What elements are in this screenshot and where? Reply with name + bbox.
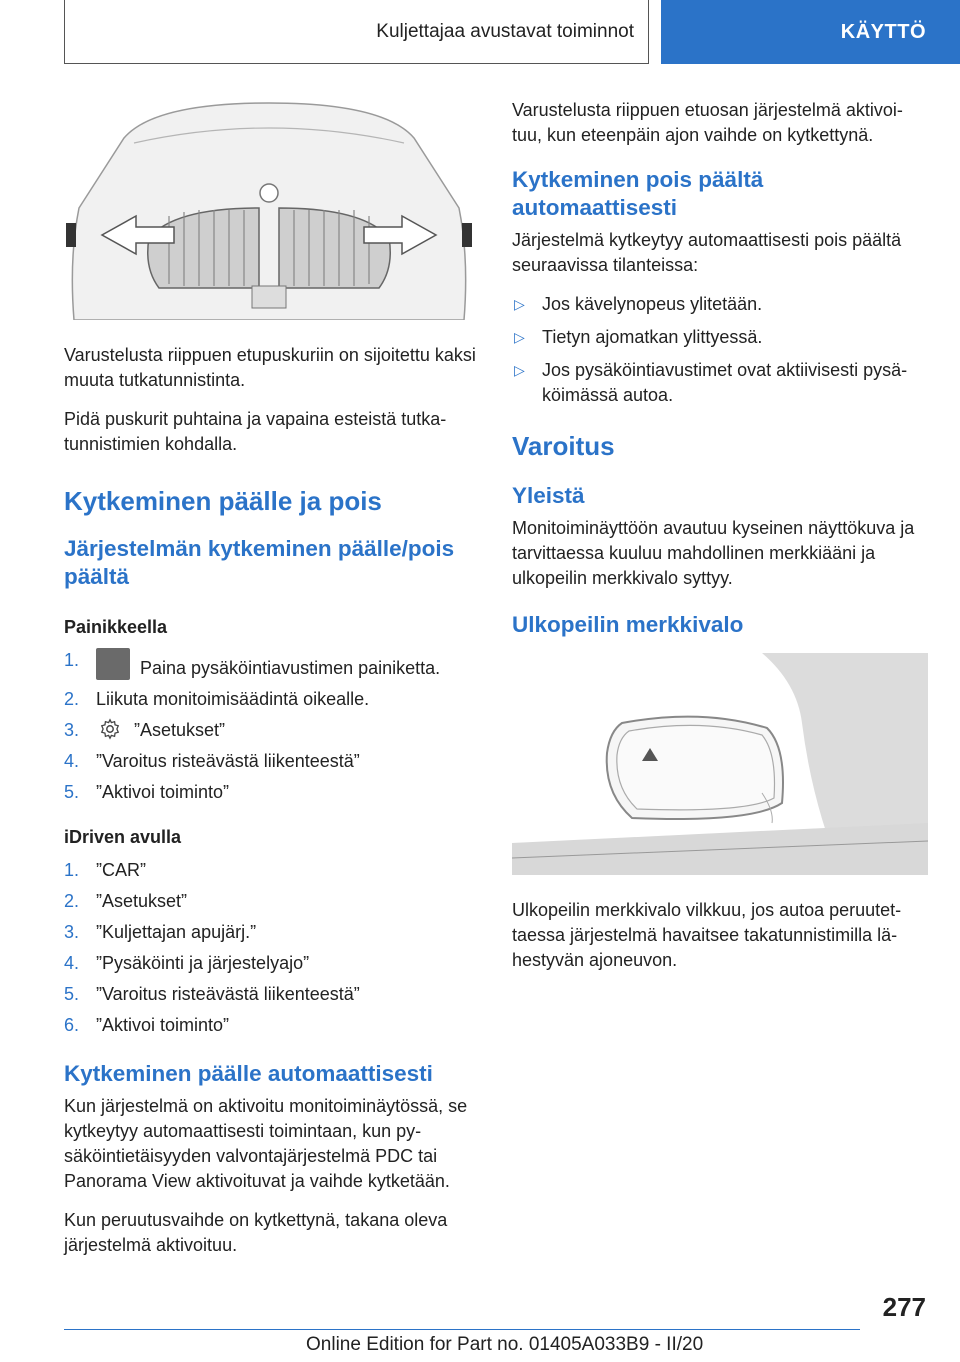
list-item <box>512 325 932 350</box>
general-paragraph: Monitoiminäyttöön avautuu kyseinen näyttökuva ja tarvittaessa kuuluu mahdollinen merkkiääni ja ulkopeilin merkkivalo syttyy. <box>512 518 915 588</box>
step-number: 4. <box>64 953 80 973</box>
exterior-mirror-illustration <box>512 653 928 875</box>
auto-on-paragraph-2: Kun peruutusvaihde on kytkettynä, takana oleva järjestelmä aktivoituu. <box>64 1210 448 1255</box>
heading-switch-on-off: Kytkeminen päälle ja pois <box>64 486 382 516</box>
page-number: 277 <box>882 1292 926 1322</box>
list-item <box>64 780 482 805</box>
triangle-bullet-icon: ▷ <box>514 329 525 345</box>
auto-off-list <box>512 292 932 408</box>
header-chapter-tab: KÄYTTÖ <box>661 0 960 64</box>
heading-auto-on: Kytkeminen päälle automaattisesti <box>64 1061 433 1086</box>
step-text: ”Aktivoi toiminto” <box>96 1015 230 1035</box>
heading-via-idrive: iDriven avulla <box>64 827 182 847</box>
list-item <box>64 889 482 914</box>
step-number: 5. <box>64 782 80 802</box>
step-number: 6. <box>64 1015 80 1035</box>
front-system-paragraph: Varustelusta riippuen etuosan järjestelmä aktivoi-tuu, kun eteenpäin ajon vaihde on kytkettynä. <box>512 100 903 145</box>
right-column <box>512 98 932 987</box>
step-text: Liikuta monitoimisäädintä oikealle. <box>96 689 370 709</box>
heading-system-on-off: Järjestelmän kytkeminen päälle/pois päältä <box>64 536 455 589</box>
list-item <box>64 982 482 1007</box>
list-item <box>64 687 482 712</box>
list-item <box>64 858 482 883</box>
step-number: 4. <box>64 751 80 771</box>
step-number: 5. <box>64 984 80 1004</box>
parking-assist-button-icon <box>96 648 130 680</box>
intro-paragraph-2: Pidä puskurit puhtaina ja vapaina esteistä tutka-tunnistimien kohdalla. <box>64 409 447 454</box>
step-number: 3. <box>64 922 80 942</box>
list-item <box>64 951 482 976</box>
heading-mirror-indicator: Ulkopeilin merkkivalo <box>512 612 744 637</box>
triangle-bullet-icon: ▷ <box>514 362 525 378</box>
left-column <box>64 98 482 1272</box>
header-section-title: Kuljettajaa avustavat toiminnot <box>64 0 649 64</box>
auto-off-intro: Järjestelmä kytkeytyy automaattisesti pois päältä seuraavissa tilanteissa: <box>512 230 902 275</box>
list-item <box>64 1013 482 1038</box>
list-item <box>64 648 482 681</box>
step-text: ”Pysäköinti ja järjestelyajo” <box>96 953 310 973</box>
step-text: ”Varoitus risteävästä liikenteestä” <box>96 984 360 1004</box>
heading-general: Yleistä <box>512 483 585 508</box>
via-button-steps <box>64 648 482 805</box>
step-number: 2. <box>64 689 80 709</box>
list-item-text: Tietyn ajomatkan ylittyessä. <box>542 327 763 347</box>
step-number: 1. <box>64 650 80 670</box>
list-item <box>512 292 932 317</box>
auto-on-paragraph-1: Kun järjestelmä on aktivoitu monitoiminäytössä, se kytkeytyy automaattisesti toimintaan, kun py-säköintietäisyyden valvontajärjestelmä PDC tai Panorama View aktivoituvat ja vaihde kytketään. <box>64 1096 468 1191</box>
heading-auto-off: Kytkeminen pois päältä automaattisesti <box>512 167 764 220</box>
list-item-text: Jos pysäköintiavustimet ovat aktiivisesti pysä-köimässä autoa. <box>542 360 908 405</box>
mirror-paragraph: Ulkopeilin merkkivalo vilkkuu, jos autoa peruutet-taessa järjestelmä havaitsee takatunnistimilla lä-hestyvän ajoneuvon. <box>512 900 902 970</box>
step-number: 1. <box>64 860 80 880</box>
step-text: ”Kuljettajan apujärj.” <box>96 922 257 942</box>
step-number: 3. <box>64 720 80 740</box>
via-idrive-steps <box>64 858 482 1038</box>
step-text: ”Asetukset” <box>134 720 226 740</box>
list-item <box>64 920 482 945</box>
list-item-text: Jos kävelynopeus ylitetään. <box>542 294 763 314</box>
heading-via-button: Painikkeella <box>64 617 168 637</box>
step-text: ”Aktivoi toiminto” <box>96 782 230 802</box>
footer-edition: Online Edition for Part no. 01405A033B9 - II/20 <box>306 1334 704 1355</box>
triangle-bullet-icon: ▷ <box>514 296 525 312</box>
list-item <box>64 718 482 743</box>
step-text: Paina pysäköintiavustimen painiketta. <box>140 658 441 678</box>
step-text: ”Varoitus risteävästä liikenteestä” <box>96 751 360 771</box>
list-item <box>512 358 932 408</box>
step-text: ”Asetukset” <box>96 891 188 911</box>
car-front-radar-illustration <box>64 98 474 320</box>
settings-gear-icon <box>96 718 124 740</box>
intro-paragraph-1: Varustelusta riippuen etupuskuriin on sijoitettu kaksi muuta tutkatunnistinta. <box>64 345 476 390</box>
step-number: 2. <box>64 891 80 911</box>
step-text: ”CAR” <box>96 860 146 880</box>
footer-divider <box>64 1329 860 1330</box>
heading-warning: Varoitus <box>512 431 615 461</box>
list-item <box>64 749 482 774</box>
